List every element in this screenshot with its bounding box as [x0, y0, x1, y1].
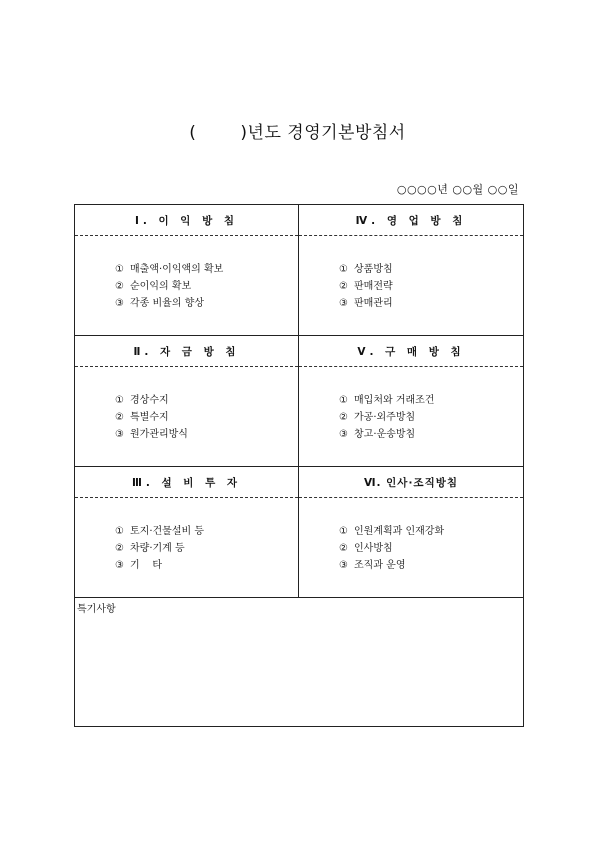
document-date: ○○○○년 ○○월 ○○일	[396, 183, 519, 196]
section-heading: Ⅰ. 이 익 방 침	[75, 205, 298, 236]
list-item: ① 토지·건물설비 등	[115, 526, 204, 537]
section-funds	[75, 336, 299, 467]
list-item: ② 특별수지	[115, 412, 169, 423]
section-heading: Ⅱ. 자 금 방 침	[75, 336, 298, 367]
list-item: ② 판매전략	[339, 281, 393, 292]
section-heading: Ⅳ. 영 업 방 침	[299, 205, 523, 236]
list-item: ② 인사방침	[339, 543, 393, 554]
list-item: ③ 기 타	[115, 560, 163, 571]
list-item: ① 경상수지	[115, 395, 169, 406]
list-item: ③ 창고·운송방침	[339, 429, 416, 440]
list-item: ① 매출액·이익액의 확보	[115, 264, 224, 275]
list-item: ① 매입처와 거래조건	[339, 395, 435, 406]
section-heading: Ⅲ. 설 비 투 자	[75, 467, 298, 498]
section-sales	[299, 205, 524, 336]
policy-table	[74, 204, 524, 727]
list-item: ③ 각종 비율의 향상	[115, 298, 204, 309]
list-item: ② 차량·기계 등	[115, 543, 185, 554]
list-item: ③ 조직과 운영	[339, 560, 406, 571]
section-heading: Ⅴ. 구 매 방 침	[299, 336, 523, 367]
special-notes-box[interactable]	[75, 598, 524, 727]
list-item: ② 순이익의 확보	[115, 281, 192, 292]
section-hr	[299, 467, 524, 598]
section-profit	[75, 205, 299, 336]
section-heading: Ⅵ. 인사·조직방침	[299, 467, 523, 498]
title-text: )년도 경영기본방침서	[240, 123, 406, 143]
list-item: ① 상품방침	[339, 264, 393, 275]
list-item: ③ 원가관리방식	[115, 429, 188, 440]
special-notes-label: 특기사항	[77, 604, 116, 615]
section-purchasing	[299, 336, 524, 467]
section-investment	[75, 467, 299, 598]
list-item: ③ 판매관리	[339, 298, 393, 309]
document-title	[0, 118, 595, 143]
list-item: ① 인원계획과 인재강화	[339, 526, 445, 537]
title-open-paren: (	[189, 123, 197, 143]
list-item: ② 가공·외주방침	[339, 412, 416, 423]
